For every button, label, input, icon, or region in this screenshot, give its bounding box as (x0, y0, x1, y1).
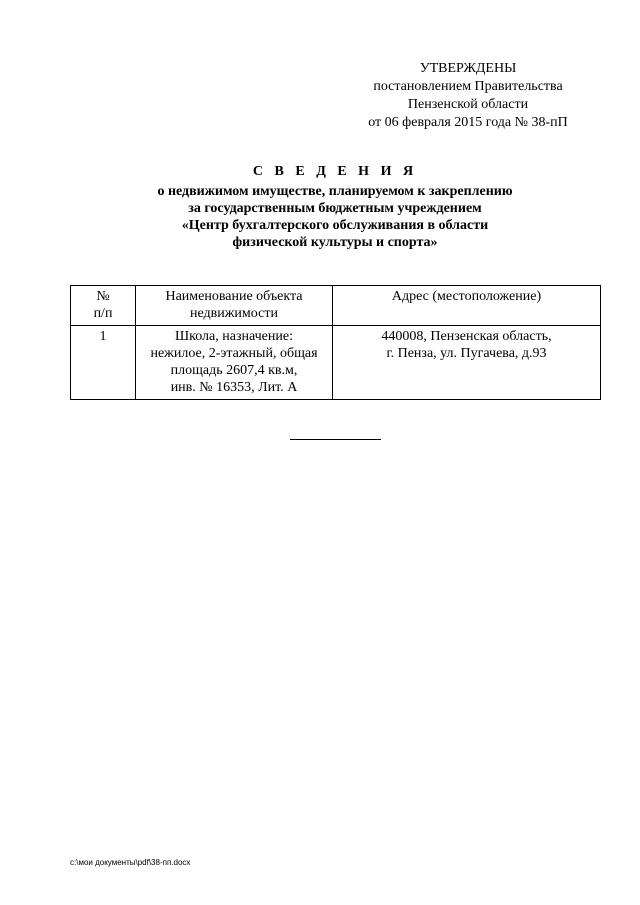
heading-line-3: «Центр бухгалтерского обслуживания в области (181, 218, 489, 233)
approval-date: от 06 февраля 2015 года № 38-пП (368, 115, 568, 130)
document-title: С В Е Д Е Н И Я (252, 164, 418, 179)
approval-stamp (330, 60, 606, 132)
cell-address: 440008, Пензенская область, г. Пенза, ул. Пугачева, д.93 (333, 326, 601, 400)
approval-region: Пензенской области (407, 97, 529, 112)
header-address: Адрес (местоположение) (333, 286, 601, 326)
header-object-name: Наименование объекта недвижимости (136, 286, 333, 326)
end-divider (290, 439, 381, 440)
header-number: № п/п (71, 286, 136, 326)
approval-title: УТВЕРЖДЕНЫ (419, 61, 517, 76)
heading-line-4: физической культуры и спорта» (232, 235, 438, 250)
table-header-row (71, 286, 601, 326)
cell-number: 1 (71, 326, 136, 400)
cell-object-name: Школа, назначение: нежилое, 2-этажный, общая площадь 2607,4 кв.м, инв. № 16353, Лит. А (136, 326, 333, 400)
heading-line-1: о недвижимом имуществе, планируемом к закреплению (157, 184, 513, 199)
approval-decree: постановлением Правительства (373, 79, 563, 94)
file-path: c:\мои документы\pdf\38-пп.docx (70, 858, 191, 867)
document-heading (70, 163, 600, 251)
table-row (71, 326, 601, 400)
property-table (70, 285, 601, 400)
heading-line-2: за государственным бюджетным учреждением (188, 201, 482, 216)
